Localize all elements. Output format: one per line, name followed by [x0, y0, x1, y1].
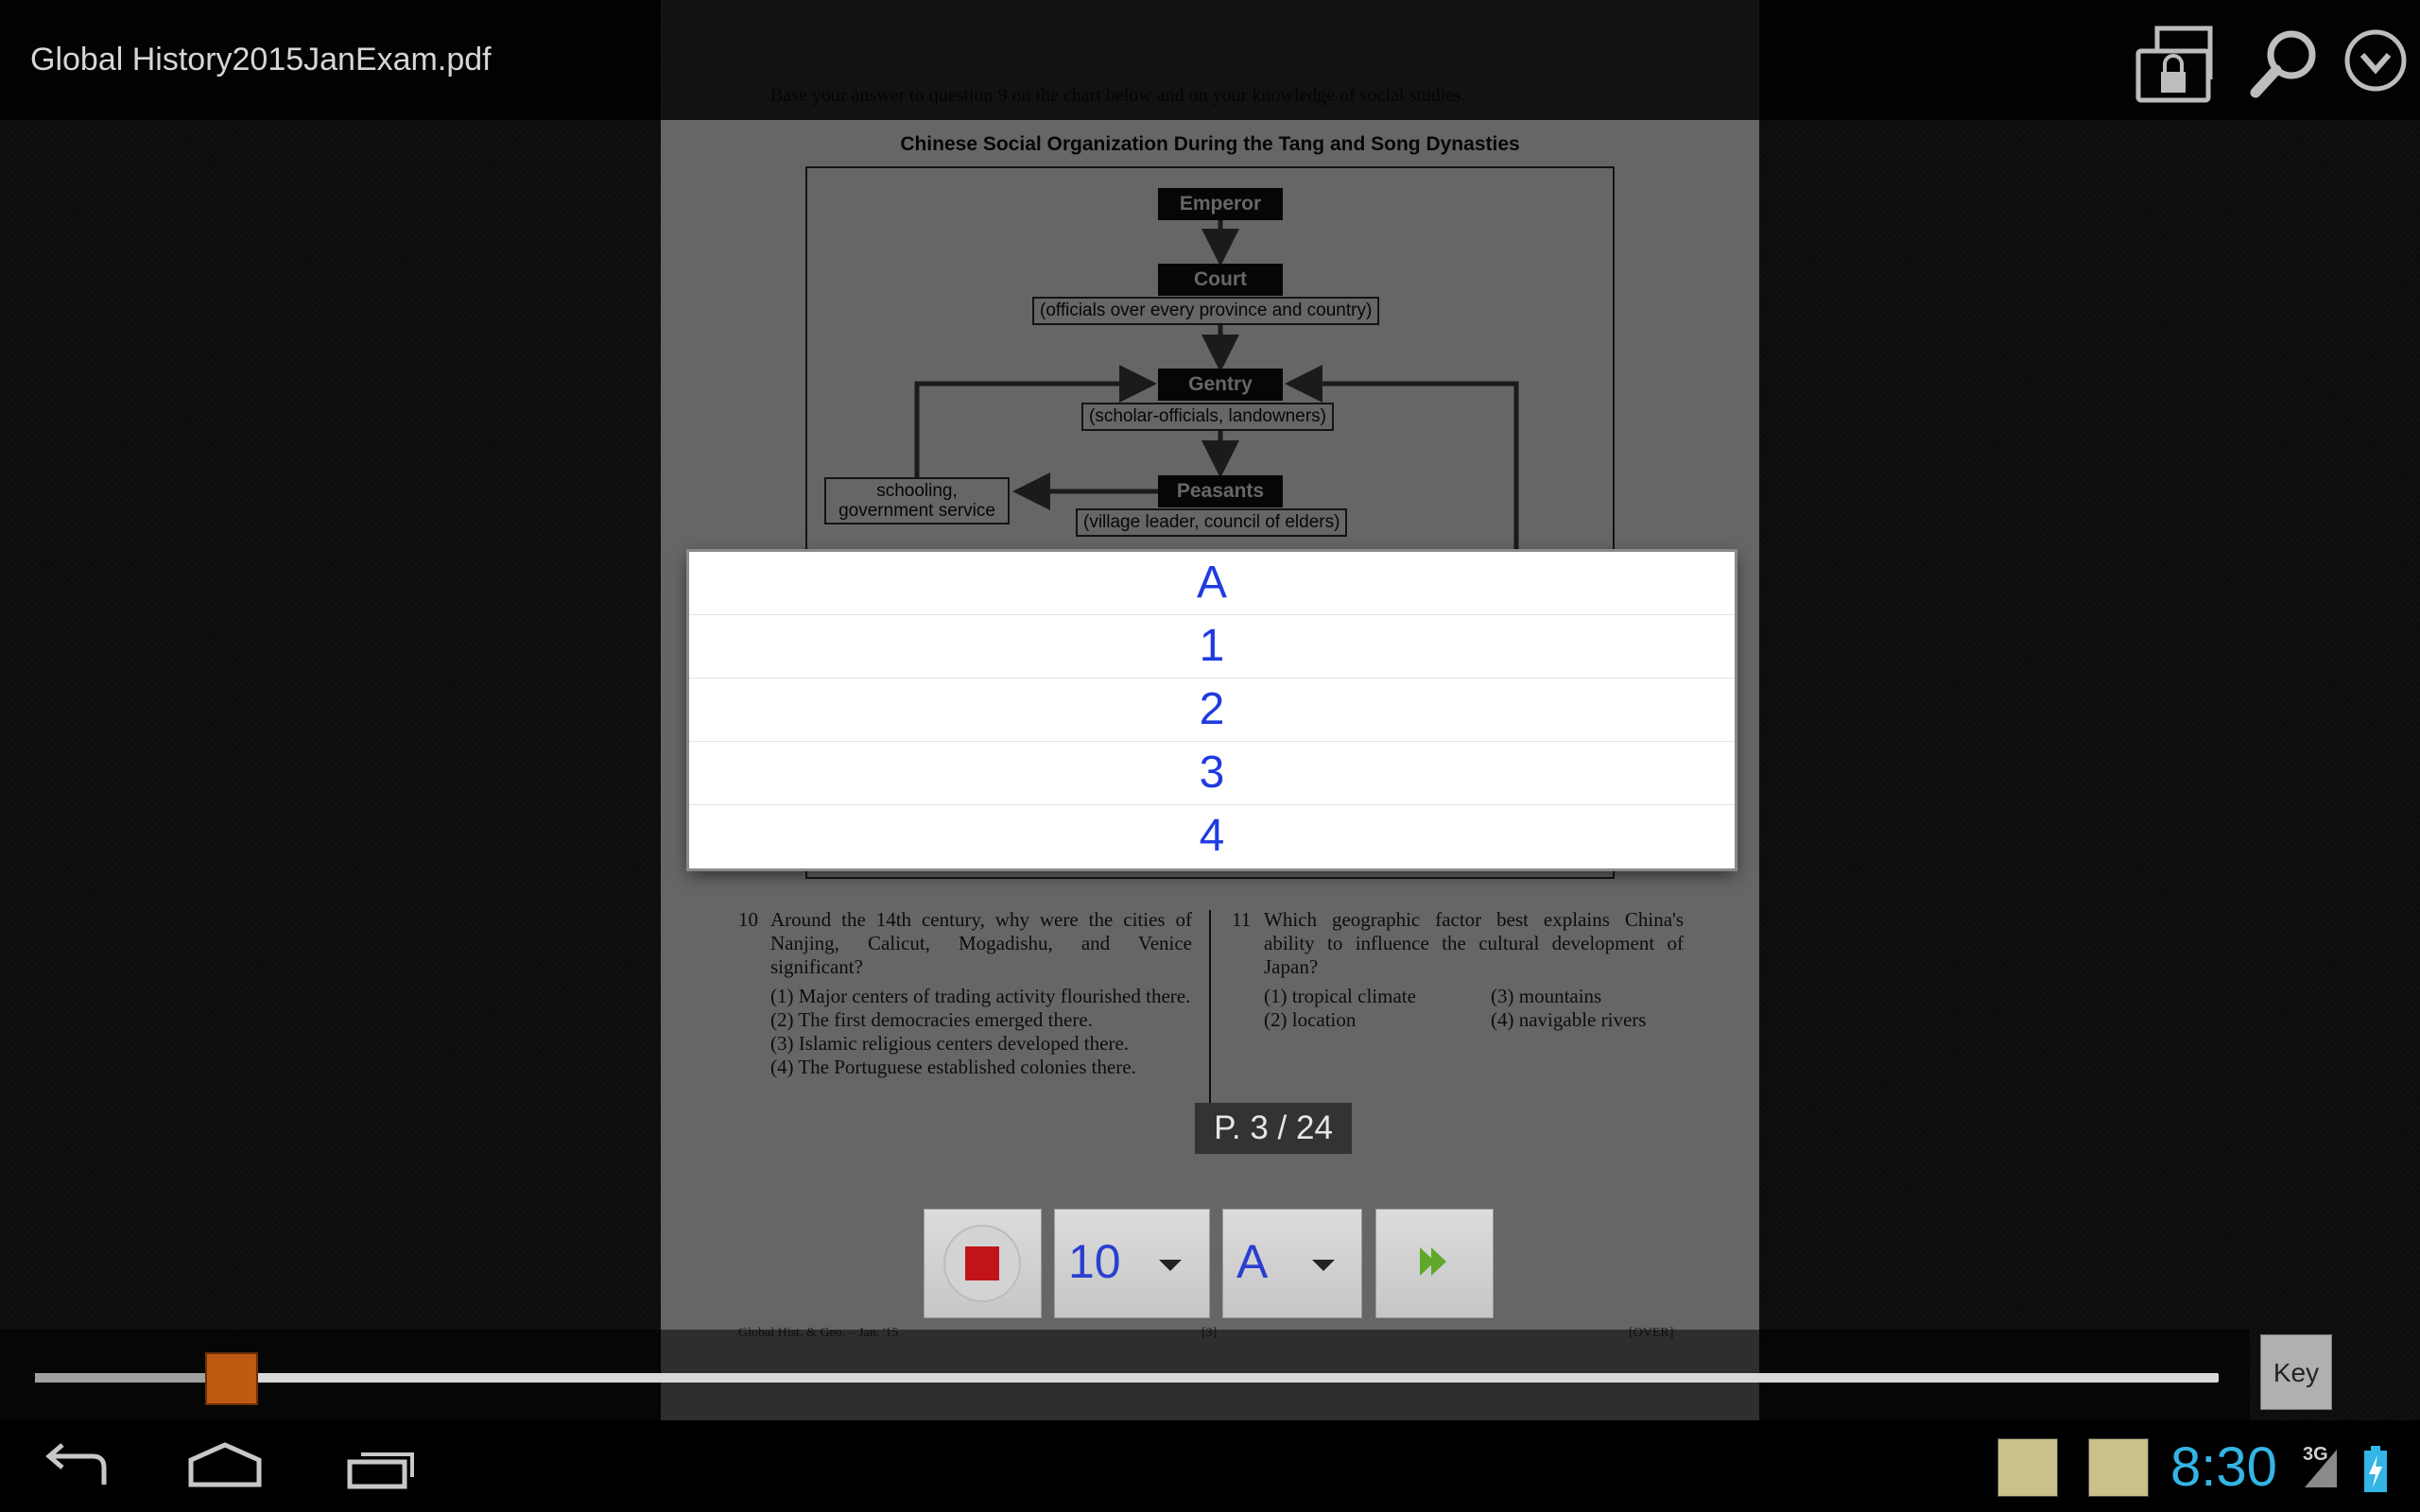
back-icon[interactable]: [38, 1439, 113, 1501]
question-select-value: 10: [1068, 1235, 1121, 1288]
choice-option-2[interactable]: 2: [689, 679, 1735, 742]
recent-apps-icon[interactable]: [344, 1439, 420, 1501]
fast-forward-button[interactable]: [1375, 1209, 1494, 1318]
notification-app-icon[interactable]: [2088, 1438, 2149, 1497]
seek-progress: [35, 1373, 232, 1383]
document-title: Global History2015JanExam.pdf: [30, 42, 492, 77]
overflow-menu-icon[interactable]: [2335, 23, 2416, 104]
home-icon[interactable]: [187, 1439, 263, 1501]
stop-icon: [925, 1210, 1041, 1317]
choice-option-a[interactable]: A: [689, 552, 1735, 615]
answer-select-value: A: [1236, 1235, 1269, 1288]
stop-button[interactable]: [924, 1209, 1042, 1318]
signal-icon: [2303, 1448, 2339, 1494]
network-type: 3G: [2303, 1444, 2328, 1465]
fast-forward-icon: [1376, 1210, 1493, 1317]
answer-choice-dialog: [689, 552, 1735, 868]
choice-option-3[interactable]: 3: [689, 742, 1735, 805]
lock-rotation-icon[interactable]: [2135, 23, 2216, 104]
key-button[interactable]: Key: [2260, 1334, 2332, 1410]
clock: 8:30: [2170, 1436, 2277, 1498]
notification-app-icon[interactable]: [1997, 1438, 2058, 1497]
search-icon[interactable]: [2244, 23, 2325, 104]
battery-charging-icon: [2363, 1446, 2388, 1498]
seek-track[interactable]: [35, 1373, 2219, 1383]
page-indicator: P. 3 / 24: [1195, 1103, 1352, 1154]
choice-option-4[interactable]: 4: [1199, 811, 1225, 861]
choice-option-1[interactable]: 1: [689, 615, 1735, 679]
answer-select[interactable]: [1222, 1209, 1362, 1318]
chevron-down-icon: [1159, 1260, 1182, 1271]
chevron-down-icon: [1312, 1260, 1335, 1271]
seek-thumb[interactable]: [205, 1352, 258, 1405]
question-select[interactable]: [1054, 1209, 1210, 1318]
